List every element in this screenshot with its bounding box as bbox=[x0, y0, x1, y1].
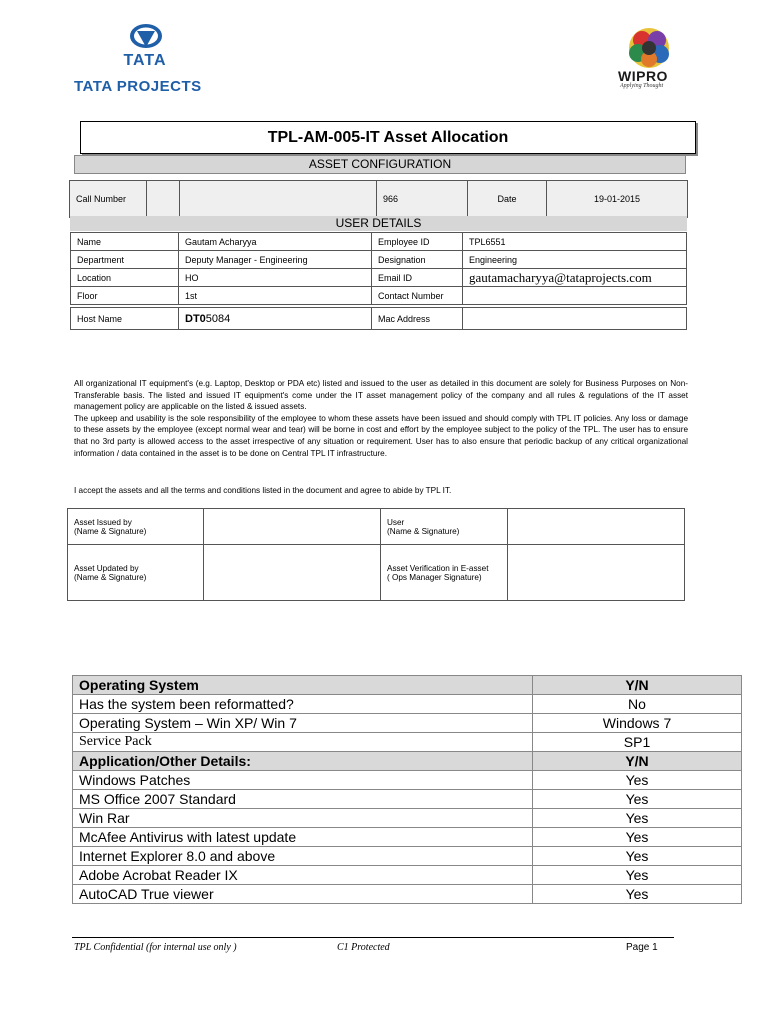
system-value: Yes bbox=[533, 771, 742, 790]
issued-by-text: Asset Issued by bbox=[74, 517, 132, 527]
system-item: Windows Patches bbox=[73, 771, 533, 790]
system-item: Adobe Acrobat Reader IX bbox=[73, 866, 533, 885]
policy-text bbox=[74, 378, 688, 459]
system-value: Y/N bbox=[533, 752, 742, 771]
table-row bbox=[73, 847, 742, 866]
asset-issued-by-label bbox=[68, 509, 204, 545]
asset-configuration-header: ASSET CONFIGURATION bbox=[74, 155, 686, 174]
system-value: Yes bbox=[533, 847, 742, 866]
user-details-table bbox=[70, 232, 687, 305]
wipro-sunflower-icon bbox=[624, 26, 674, 70]
asset-updated-by-label bbox=[68, 545, 204, 601]
table-row bbox=[73, 695, 742, 714]
user-signature bbox=[508, 509, 685, 545]
wipro-logo bbox=[612, 26, 692, 94]
wipro-wordmark: WIPRO bbox=[618, 68, 668, 84]
call-number-row bbox=[69, 180, 688, 218]
host-name-label: Host Name bbox=[71, 308, 179, 330]
designation-label: Designation bbox=[372, 251, 463, 269]
system-value: Yes bbox=[533, 885, 742, 904]
user-label bbox=[381, 509, 508, 545]
system-item: Internet Explorer 8.0 and above bbox=[73, 847, 533, 866]
system-item: Win Rar bbox=[73, 809, 533, 828]
call-number-blank-2 bbox=[180, 181, 377, 218]
footer-page-number: Page 1 bbox=[626, 942, 658, 953]
system-value: Yes bbox=[533, 809, 742, 828]
call-number-blank bbox=[147, 181, 180, 218]
asset-updated-by-signature bbox=[204, 545, 381, 601]
table-row bbox=[73, 790, 742, 809]
call-number-label: Call Number bbox=[70, 181, 147, 218]
employee-id-label: Employee ID bbox=[372, 233, 463, 251]
asset-verification-label bbox=[381, 545, 508, 601]
system-item: Service Pack bbox=[73, 733, 533, 752]
department-label: Department bbox=[71, 251, 179, 269]
contact-number-value bbox=[463, 287, 687, 305]
footer-divider bbox=[72, 937, 674, 938]
table-row bbox=[71, 287, 687, 305]
system-value: No bbox=[533, 695, 742, 714]
call-number-value: 966 bbox=[377, 181, 468, 218]
tata-projects-logo bbox=[74, 22, 216, 98]
system-item: Has the system been reformatted? bbox=[73, 695, 533, 714]
table-row bbox=[73, 733, 742, 752]
employee-id-value: TPL6551 bbox=[463, 233, 687, 251]
floor-label: Floor bbox=[71, 287, 179, 305]
ops-signature-text: ( Ops Manager Signature) bbox=[387, 572, 482, 582]
table-row bbox=[73, 714, 742, 733]
user-details-header: USER DETAILS bbox=[70, 216, 687, 231]
table-row bbox=[73, 828, 742, 847]
designation-value: Engineering bbox=[463, 251, 687, 269]
name-signature-text: (Name & Signature) bbox=[74, 526, 147, 536]
system-value: Y/N bbox=[533, 676, 742, 695]
name-signature-text: (Name & Signature) bbox=[74, 572, 147, 582]
location-value: HO bbox=[179, 269, 372, 287]
name-value: Gautam Acharyya bbox=[179, 233, 372, 251]
table-row bbox=[71, 269, 687, 287]
system-item: McAfee Antivirus with latest update bbox=[73, 828, 533, 847]
system-item: AutoCAD True viewer bbox=[73, 885, 533, 904]
system-value: Yes bbox=[533, 828, 742, 847]
wipro-tagline: Applying Thought bbox=[620, 83, 664, 89]
document-title: TPL-AM-005-IT Asset Allocation bbox=[80, 121, 696, 154]
system-value: Windows 7 bbox=[533, 714, 742, 733]
name-label: Name bbox=[71, 233, 179, 251]
mac-address-label: Mac Address bbox=[372, 308, 463, 330]
email-id-label: Email ID bbox=[372, 269, 463, 287]
signature-table bbox=[67, 508, 685, 601]
verification-text: Asset Verification in E-asset bbox=[387, 563, 489, 573]
date-value: 19-01-2015 bbox=[547, 181, 688, 218]
floor-value: 1st bbox=[179, 287, 372, 305]
location-label: Location bbox=[71, 269, 179, 287]
policy-paragraph-2: The upkeep and usability is the sole responsibility of the employee to whom these assets have been issued and should comply with TPL IT policies. Any loss or damage to these assets by the employee (except normal wear and tear) will be borne in cost and effort by the employee subject to the policy of the TPL. The user has to ensure that no 3rd party is allowed access to the asset irrespective of any situation or requirement. User has to also ensure that periodic backup of any critical organizational information / data contained in the asset is to be done on Central TPL IT infrastructure. bbox=[74, 413, 688, 458]
system-details-table bbox=[72, 675, 742, 904]
table-row bbox=[73, 809, 742, 828]
policy-paragraph-1: All organizational IT equipment's (e.g. Laptop, Desktop or PDA etc) listed and issued to the user as detailed in this document are solely for Business Purposes on Non- Transferable basis. The listed and issued IT equipment's come under the IT asset management policy of the company and all rules & regulations of the IT asset management policy are applicable on the listed & issued assets. bbox=[74, 379, 688, 412]
host-name-suffix: 5084 bbox=[205, 312, 231, 325]
asset-issued-by-signature bbox=[204, 509, 381, 545]
system-item: MS Office 2007 Standard bbox=[73, 790, 533, 809]
email-id-value: gautamacharyya@tataprojects.com bbox=[463, 269, 687, 287]
table-row bbox=[73, 866, 742, 885]
system-item: Application/Other Details: bbox=[73, 752, 533, 771]
footer-confidential: TPL Confidential (for internal use only ) bbox=[74, 942, 237, 953]
table-header-row bbox=[73, 752, 742, 771]
department-value: Deputy Manager - Engineering bbox=[179, 251, 372, 269]
table-header-row bbox=[73, 676, 742, 695]
system-value: SP1 bbox=[533, 733, 742, 752]
host-name-value bbox=[179, 308, 372, 330]
host-name-prefix: DT0 bbox=[185, 312, 206, 325]
system-item: Operating System bbox=[73, 676, 533, 695]
table-row bbox=[71, 251, 687, 269]
tata-wordmark: TATA bbox=[123, 52, 167, 69]
updated-by-text: Asset Updated by bbox=[74, 563, 139, 573]
table-row bbox=[71, 233, 687, 251]
user-text: User bbox=[387, 517, 405, 527]
asset-verification-signature bbox=[508, 545, 685, 601]
table-row bbox=[73, 885, 742, 904]
date-label: Date bbox=[468, 181, 547, 218]
mac-address-value bbox=[463, 308, 687, 330]
acceptance-statement: I accept the assets and all the terms and conditions listed in the document and agree to abide by TPL IT. bbox=[74, 486, 452, 495]
system-value: Yes bbox=[533, 790, 742, 809]
contact-number-label: Contact Number bbox=[372, 287, 463, 305]
host-name-row bbox=[70, 307, 687, 330]
tata-projects-wordmark: TATA PROJECTS bbox=[74, 78, 202, 95]
table-row bbox=[73, 771, 742, 790]
footer-protection: C1 Protected bbox=[337, 942, 390, 953]
system-value: Yes bbox=[533, 866, 742, 885]
system-item: Operating System – Win XP/ Win 7 bbox=[73, 714, 533, 733]
name-signature-text: (Name & Signature) bbox=[387, 526, 460, 536]
